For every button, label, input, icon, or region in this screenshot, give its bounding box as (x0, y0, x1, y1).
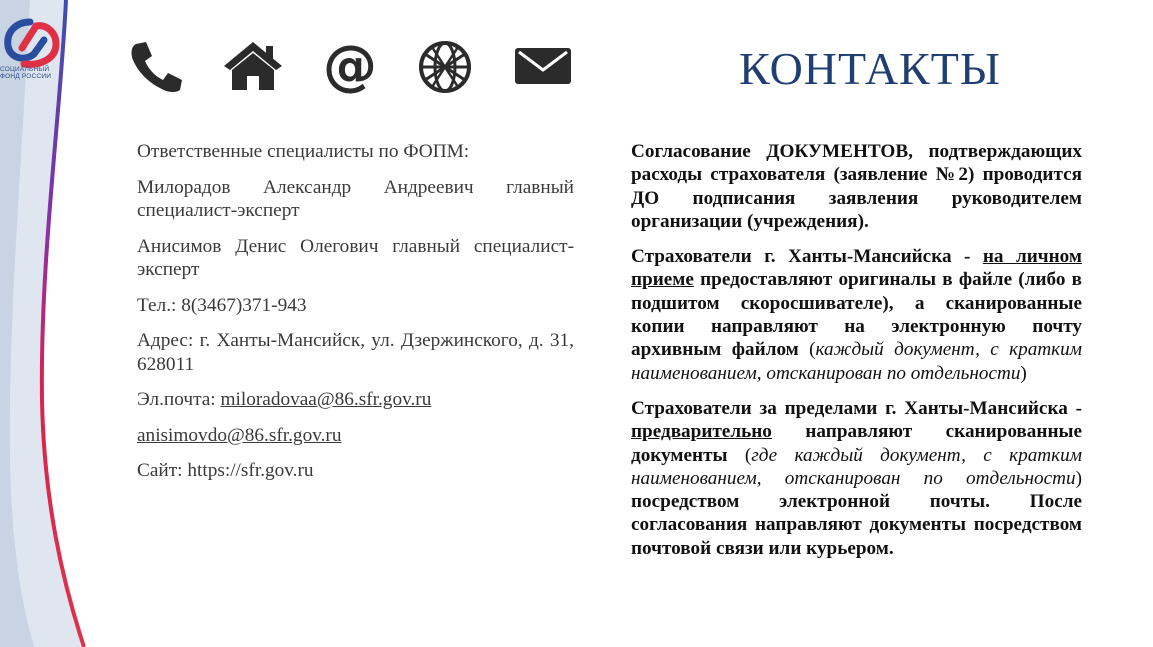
instruction-paragraph-3 (631, 397, 1082, 560)
p3-paren-open: ( (744, 444, 752, 466)
contacts-block (137, 140, 574, 495)
address-line: Адрес: г. Ханты-Мансийск, ул. Дзержинского, д. 31, 628011 (137, 330, 574, 375)
email-label: Эл.почта: (137, 389, 221, 410)
globe-icon (416, 38, 474, 94)
p3-start: Страхователи за пределами г. Ханты-Мансийска - (631, 397, 1082, 419)
p2-paren-open: ( (809, 339, 816, 361)
phone-icon (128, 38, 186, 94)
p3-end: посредством электронной почты. После согласования направляют документы посредством почтовой связи или курьером. (631, 491, 1082, 559)
phone-line: Тел.: 8(3467)371-943 (137, 294, 307, 316)
envelope-icon (512, 38, 574, 94)
p2-italic: каждый документ, с кратким наименованием, отсканирован по отдельности (631, 339, 1082, 384)
home-icon (222, 38, 284, 94)
email-line (137, 388, 574, 412)
p2-start: Страхователи г. Ханты-Мансийска - (631, 246, 983, 268)
p3-paren-close: ) (1075, 467, 1082, 489)
instructions-block (631, 140, 1082, 572)
p3-italic: где каждый документ, с кратким наименованием, отсканирован по отдельности (631, 444, 1082, 489)
logo-text-line1: СОЦИАЛЬНЫЙ (0, 66, 50, 73)
specialists-heading: Ответственные специалисты по ФОПМ: (137, 141, 470, 162)
email-link-1[interactable]: miloradovaa@86.sfr.gov.ru (220, 389, 432, 410)
site-line (137, 459, 574, 483)
specialist-2: Анисимов Денис Олегович главный специалист-эксперт (137, 235, 574, 280)
side-decoration (0, 0, 110, 647)
site-url[interactable]: https://sfr.gov.ru (187, 460, 314, 481)
p2-underlined: на личном приеме (631, 246, 1082, 291)
p2-paren-close: ) (1020, 362, 1027, 384)
email-line-2 (137, 424, 574, 448)
logo-text (0, 66, 62, 80)
specialist-1: Милорадов Александр Андреевич главный специалист-эксперт (137, 176, 574, 221)
p3-middle: направляют сканированные документы (631, 421, 1082, 466)
p3-underlined: предварительно (631, 421, 772, 443)
svg-text:@: @ (323, 38, 377, 94)
p2-middle: предоставляют оригиналы в файле (либо в подшитом скоросшивателе), а сканированные копии направляют на электронную почту архивным файлом (631, 269, 1082, 361)
contact-icons (126, 38, 586, 98)
page-title: КОНТАКТЫ (739, 43, 1001, 94)
logo-text-line2: ФОНД РОССИИ (0, 73, 52, 80)
email-link-2[interactable]: anisimovdo@86.sfr.gov.ru (137, 424, 342, 446)
instruction-paragraph-2 (631, 245, 1082, 385)
instruction-paragraph-1: Согласование ДОКУМЕНТОВ, подтверждающих расходы страхователя (заявление №2) проводится ДО подписания заявления руководителем организации (учреждения). (631, 141, 1082, 232)
at-icon (322, 38, 378, 94)
site-label: Сайт: (137, 460, 188, 481)
